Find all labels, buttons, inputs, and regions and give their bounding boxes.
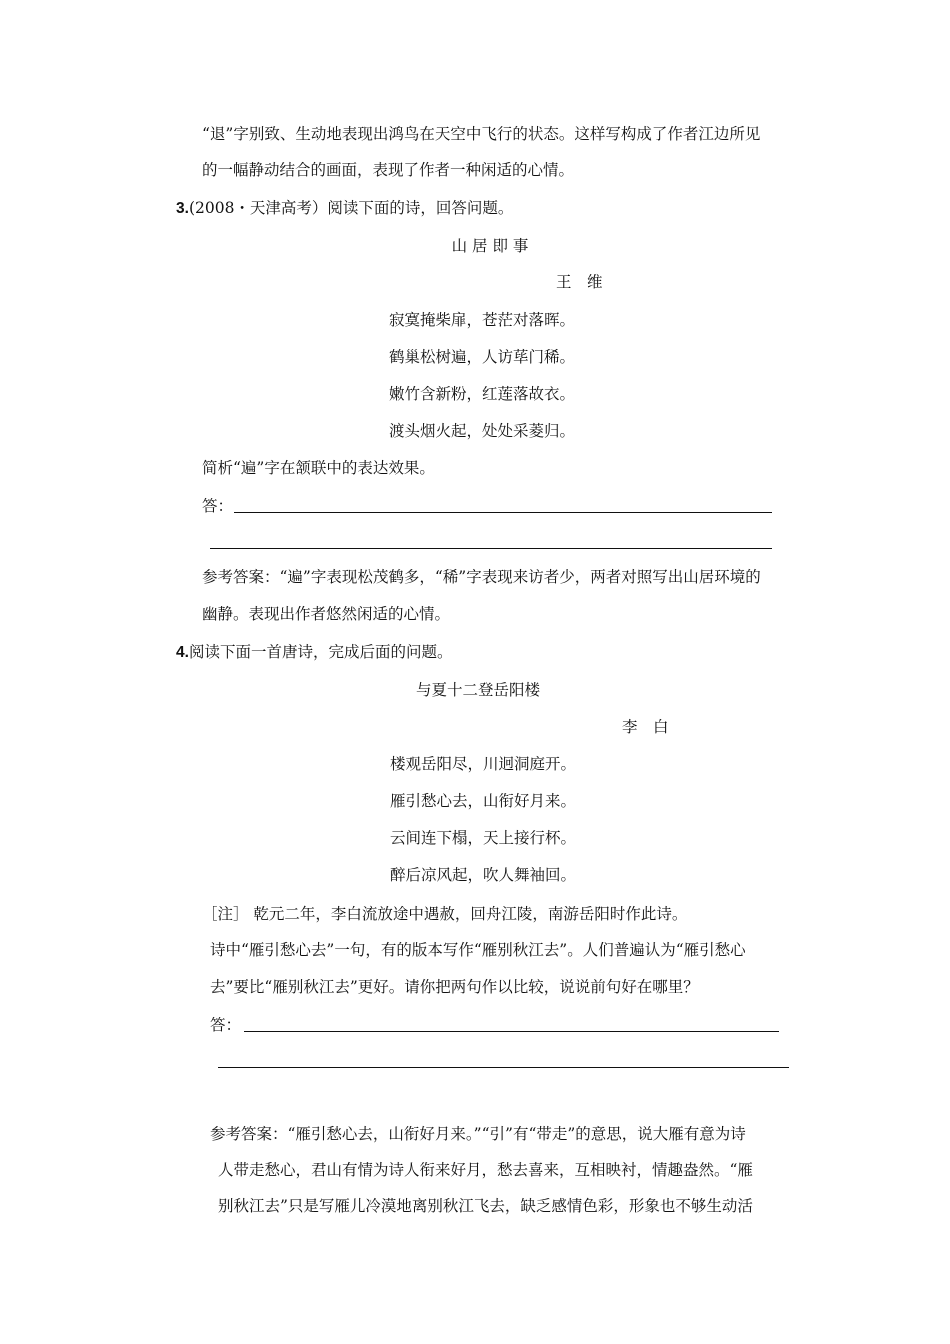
poem-title: 山 居 即 事 [451, 237, 529, 255]
reference-answer: 参考答案：“遍”字表现松茂鹤多，“稀”字表现来访者少，两者对照写出山居环境的 [202, 568, 761, 586]
poem-note: ［注］ 乾元二年，李白流放途中遇赦，回舟江陵，南游岳阳时作此诗。 [202, 905, 688, 923]
poem-line: 雁引愁心去，山衔好月来。 [390, 792, 577, 810]
poem-author: 李 白 [622, 718, 669, 736]
reference-answer: 参考答案：“雁引愁心去，山衔好月来。”“引”有“带走”的意思，说大雁有意为诗 [210, 1125, 746, 1143]
answer-line[interactable] [234, 512, 772, 513]
poem-line: 醉后凉风起，吹人舞袖回。 [390, 866, 577, 884]
poem-line: 嫩竹含新粉，红莲落故衣。 [389, 385, 576, 403]
poem-line: 楼观岳阳尽，川迥洞庭开。 [390, 755, 577, 773]
paragraph-line: 的一幅静动结合的画面，表现了作者一种闲适的心情。 [202, 161, 575, 179]
question-4-intro [176, 642, 452, 663]
question-number: 4. [176, 644, 189, 661]
poem-author: 王 维 [556, 273, 603, 291]
answer-line[interactable] [218, 1067, 789, 1068]
question-number: 3. [176, 200, 189, 217]
reference-answer: 幽静。表现出作者悠然闲适的心情。 [202, 605, 451, 623]
poem-line: 渡头烟火起，处处采菱归。 [389, 422, 576, 440]
paragraph-line: “退”字别致、生动地表现出鸿鸟在天空中飞行的状态。这样写构成了作者江边所见 [202, 125, 761, 143]
poem-line: 鹤巢松树遍，人访荜门稀。 [389, 348, 576, 366]
question-intro-text: 阅读下面一首唐诗，完成后面的问题。 [188, 643, 453, 661]
answer-line[interactable] [210, 548, 772, 549]
reference-answer: 别秋江去”只是写雁儿冷漠地离别秋江飞去，缺乏感情色彩，形象也不够生动活 [218, 1197, 753, 1215]
question-text: 去”要比“雁别秋江去”更好。请你把两句作以比较，说说前句好在哪里？ [210, 978, 699, 996]
question-intro-text: (2008・天津高考）阅读下面的诗，回答问题。 [188, 199, 514, 217]
poem-title: 与夏十二登岳阳楼 [416, 681, 541, 699]
poem-line: 云间连下榻，天上接行杯。 [390, 829, 577, 847]
question-text: 诗中“雁引愁心去”一句，有的版本写作“雁别秋江去”。人们普遍认为“雁引愁心 [210, 941, 746, 959]
answer-label: 答： [210, 1016, 242, 1034]
reference-answer: 人带走愁心，君山有情为诗人衔来好月，愁去喜来，互相映衬，情趣盎然。“雁 [218, 1161, 753, 1179]
question-text: 简析“遍”字在颔联中的表达效果。 [202, 459, 435, 477]
answer-line[interactable] [244, 1031, 779, 1032]
answer-label: 答： [202, 497, 234, 515]
question-3-intro [176, 198, 513, 219]
poem-line: 寂寞掩柴扉，苍茫对落晖。 [389, 311, 576, 329]
